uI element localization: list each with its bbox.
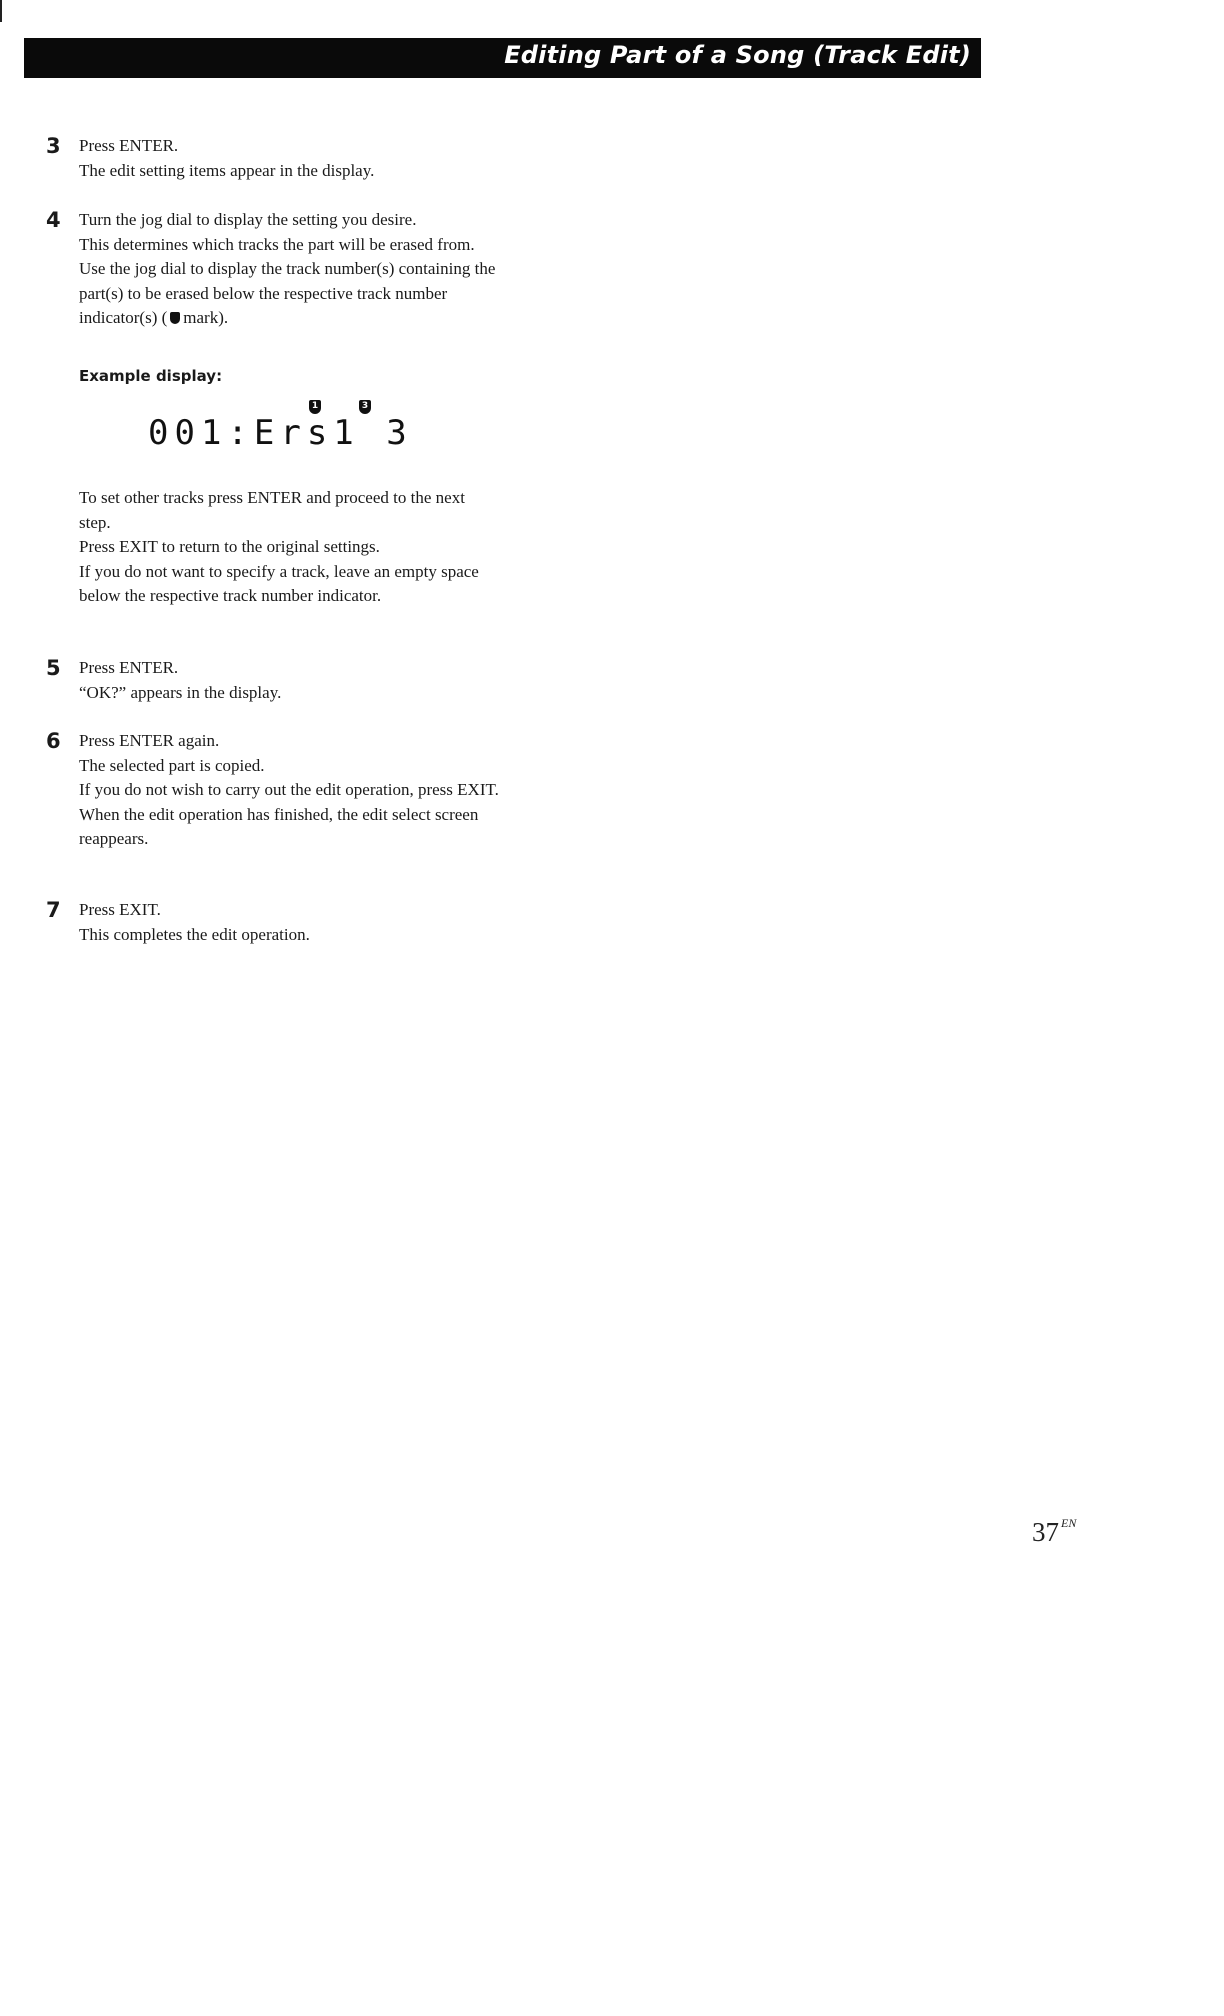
step-text — [79, 134, 529, 183]
step-number: 6 — [46, 729, 61, 753]
track-3-marker-icon: 3 — [359, 400, 371, 414]
step-line: This determines which tracks the part will be erased from. — [79, 234, 475, 254]
step-number: 3 — [46, 134, 61, 158]
page-number — [1032, 1516, 1076, 1548]
step-line: If you do not wish to carry out the edit operation, press EXIT. — [79, 780, 499, 799]
step-line-text: Use the jog dial to display the track number(s) containing the part(s) to be erased below the respective track number indicator(s) ( — [79, 259, 496, 327]
step-text — [79, 656, 529, 705]
step-line: This completes the edit operation. — [79, 924, 310, 944]
track-1-marker-icon: 1 — [309, 400, 321, 414]
step-line: Press ENTER. — [79, 136, 179, 155]
step-line: Turn the jog dial to display the setting you desire. — [79, 210, 417, 229]
example-display-label: Example display: — [79, 367, 223, 385]
track-indicator-marker-icon — [170, 312, 180, 324]
step-text — [79, 486, 479, 609]
section-header-bar — [24, 38, 981, 78]
step-line: “OK?” appears in the display. — [79, 682, 282, 702]
step-line-text: mark). — [183, 308, 229, 327]
step-line: The selected part is copied. — [79, 755, 265, 775]
step-number: 4 — [46, 208, 61, 232]
step-line: Press ENTER. — [79, 658, 179, 677]
page-language-suffix: EN — [1061, 1516, 1077, 1530]
step-line: Press EXIT. — [79, 900, 161, 919]
step-text — [79, 729, 499, 852]
step-number: 5 — [46, 656, 61, 680]
left-margin-rule — [0, 0, 2, 22]
step-text — [79, 898, 529, 947]
example-lcd-display: 001:Ers1 3 — [148, 413, 413, 453]
step-line: Press EXIT to return to the original settings. — [79, 537, 380, 556]
step-line — [79, 257, 521, 331]
step-line: To set other tracks press ENTER and proceed to the next step. — [79, 488, 465, 532]
section-title: Editing Part of a Song (Track Edit) — [504, 41, 971, 69]
step-line: When the edit operation has finished, the edit select screen reappears. — [79, 804, 479, 848]
step-number: 7 — [46, 898, 61, 922]
page-number-value: 37 — [1032, 1517, 1059, 1547]
step-line: If you do not want to specify a track, leave an empty space below the respective track number indicator. — [79, 561, 479, 605]
step-line: The edit setting items appear in the display. — [79, 160, 375, 180]
step-line: Press ENTER again. — [79, 731, 220, 750]
step-text — [79, 208, 521, 331]
